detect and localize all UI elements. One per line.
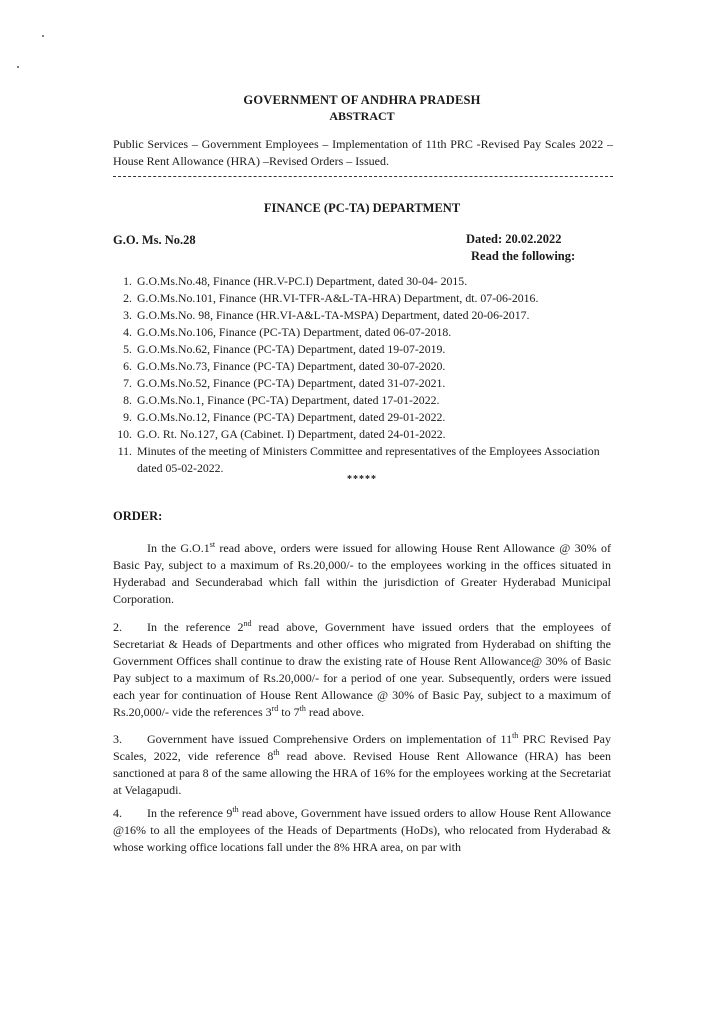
dashed-divider [113,176,613,177]
separator-stars: ***** [347,474,377,485]
subject-line: Public Services – Government Employees – Implementation of 11th PRC -Revised Pay Scales 2022 – House Rent Allowance (HRA) –Revised Orders – Issued. [113,137,613,168]
order-paragraph-3: 3. Government have issued Comprehensive Orders on implementation of 11th PRC Revised Pay Scales, 2022, vide reference 8th read above. Revised House Rent Allowance (HRA) has been sanctioned at para 8 of the same allowing the HRA of 16% for the employees working at the Secretariat at Velagapudi. [113,731,612,797]
order-heading: ORDER: [113,509,163,523]
go-number: G.O. Ms. No.28 [113,233,196,247]
scan-speck [42,35,44,37]
order-paragraph-4: 4. In the reference 9th read above, Government have issued orders to allow House Rent Allowance @16% to all the employees of the Heads of Departments (HoDs), who relocated from Hyderabad & whose working office locations fall under the 8% HRA area, on par with [113,805,612,854]
abstract-heading: ABSTRACT [329,109,395,123]
references-list [114,273,616,477]
reference-item: 6. G.O.Ms.No.73, Finance (PC-TA) Department, dated 30-07-2020. [123,359,446,373]
order-paragraph-1: In the G.O.1st read above, orders were issued for allowing House Rent Allowance @ 30% of Basic Pay, subject to a maximum of Rs.20,000/- to the employees working in the offices situated in Hyderabad and Secunderabad which fall within the jurisdiction of Greater Hyderabad Municipal Corporation. [113,540,611,606]
reference-item: 11. Minutes of the meeting of Ministers Committee and representatives of the Employees Association dated 05-02-2022. [117,444,600,475]
paragraph-number: 2. [113,620,122,634]
reference-item: 4. G.O.Ms.No.106, Finance (PC-TA) Department, dated 06-07-2018. [123,325,452,339]
reference-item: 10. G.O. Rt. No.127, GA (Cabinet. I) Department, dated 24-01-2022. [117,427,446,441]
government-heading: GOVERNMENT OF ANDHRA PRADESH [243,93,481,107]
reference-item: 9. G.O.Ms.No.12, Finance (PC-TA) Department, dated 29-01-2022. [123,410,446,424]
reference-item: 8. G.O.Ms.No.1, Finance (PC-TA) Department, dated 17-01-2022. [123,393,440,407]
paragraph-number: 3. [113,732,122,746]
department-heading: FINANCE (PC-TA) DEPARTMENT [263,201,461,215]
reference-item: 2. G.O.Ms.No.101, Finance (HR.VI-TFR-A&L-TA-HRA) Department, dt. 07-06-2016. [123,291,539,305]
reference-item: 3. G.O.Ms.No. 98, Finance (HR.VI-A&L-TA-MSPA) Department, dated 20-06-2017. [123,308,530,322]
order-paragraph-2: 2. In the reference 2nd read above, Government have issued orders that the employees of Secretariat & Heads of Departments and other offices who migrated from Hyderabad on shifting the Government Offices shall continue to draw the existing rate of House Rent Allowance@ 30% of Basic Pay subject to a maximum of Rs.20,000/- for a period of one year. Subsequently, orders were issued each year for continuation of House Rent Allowance @ 30% of Basic Pay, subject to a maximum of Rs.20,000/- vide the references 3rd to 7th read above. [113,619,611,719]
reference-item: 7. G.O.Ms.No.52, Finance (PC-TA) Department, dated 31-07-2021. [123,376,446,390]
go-date: Dated: 20.02.2022 [466,232,562,246]
read-following-label: Read the following: [471,249,576,263]
reference-item: 1. G.O.Ms.No.48, Finance (HR.V-PC.I) Department, dated 30-04- 2015. [123,274,468,288]
reference-item: 5. G.O.Ms.No.62, Finance (PC-TA) Department, dated 19-07-2019. [123,342,446,356]
scan-speck [17,66,19,68]
paragraph-number: 4. [113,806,122,820]
